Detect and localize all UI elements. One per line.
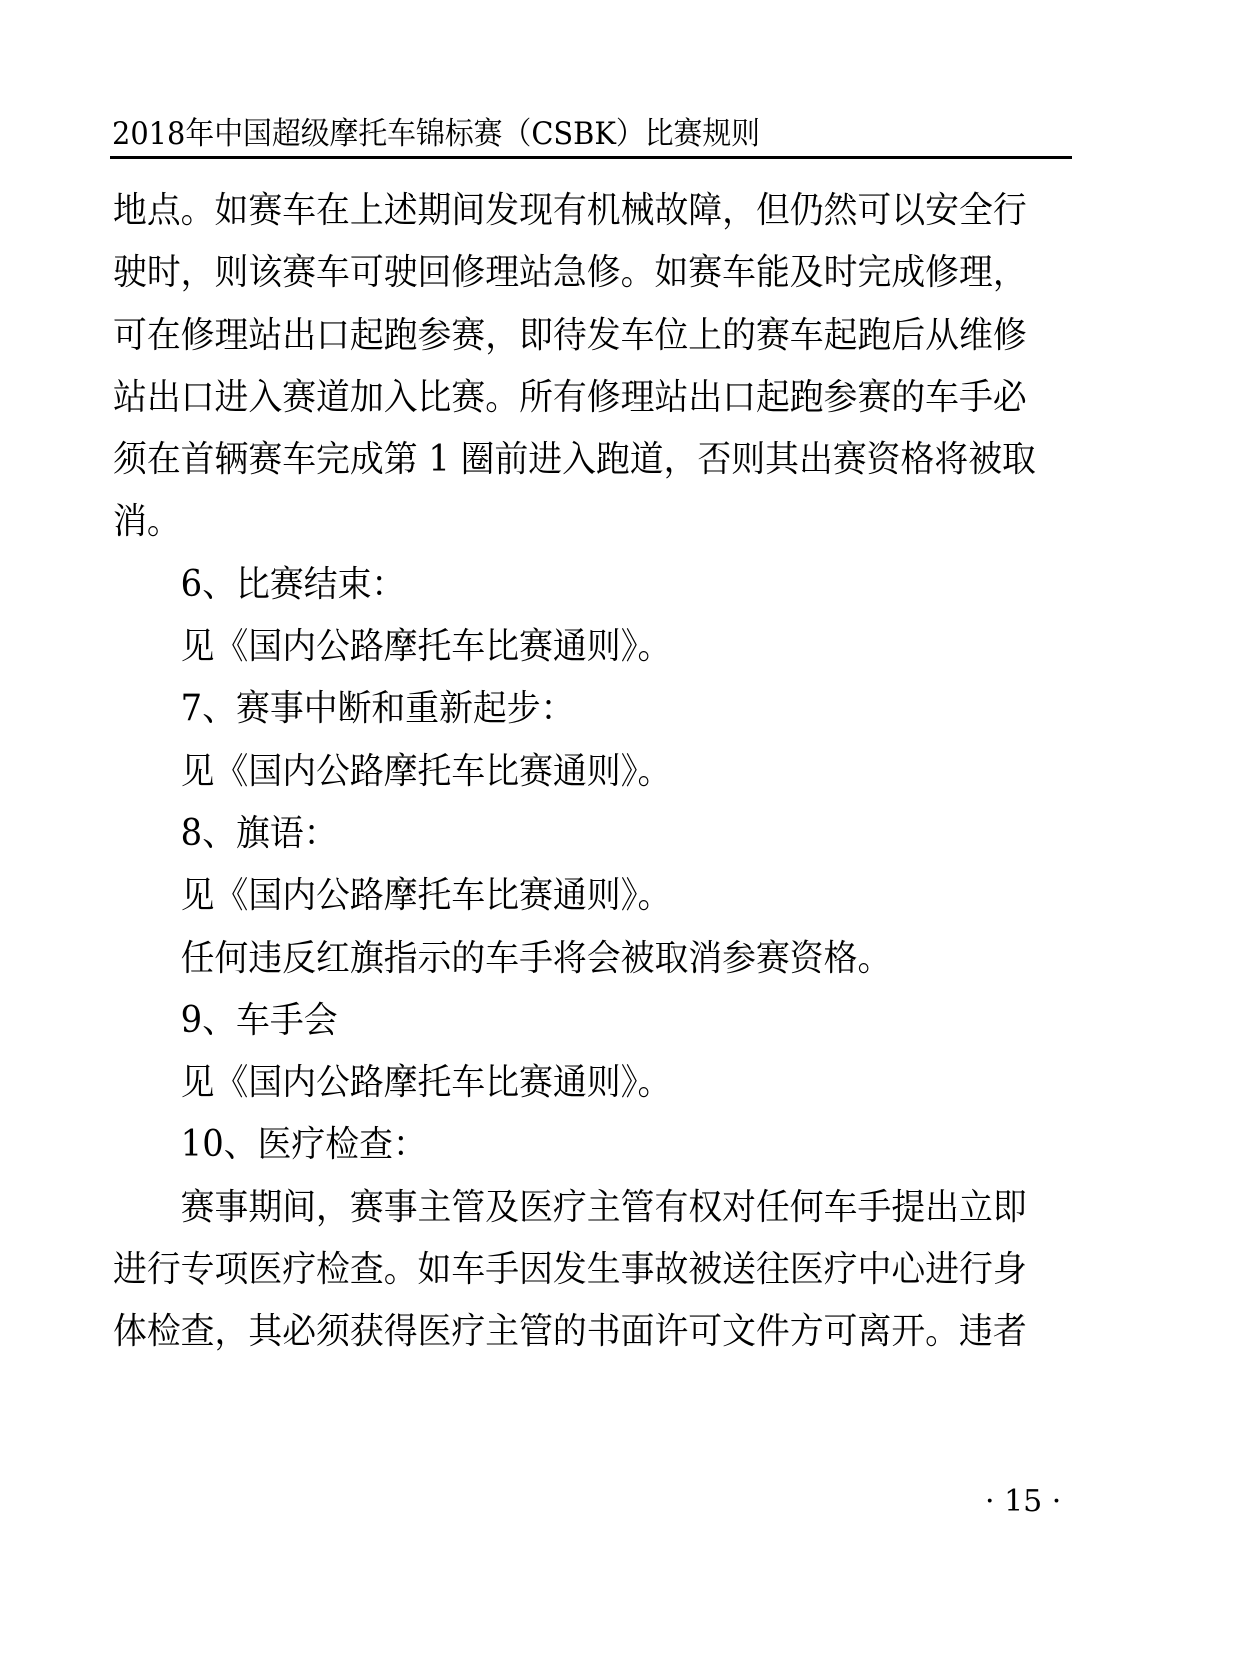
body-text [113,180,1065,1364]
reference-line: 见《国内公路摩托车比赛通则》。 [180,750,672,792]
running-header [110,112,1070,160]
document-title: 2018年中国超级摩托车锦标赛（CSBK）比赛规则 [112,116,761,152]
section-heading-6: 6、比赛结束： [180,563,406,605]
reference-line: 见《国内公路摩托车比赛通则》。 [180,875,672,917]
section-heading-9: 9、车手会 [180,999,338,1041]
header-divider [110,156,1072,159]
text-line: 赛事期间，赛事主管及医疗主管有权对任何车手提出立即 [180,1186,1027,1228]
section-heading-8: 8、旗语： [180,812,338,854]
reference-line: 见《国内公路摩托车比赛通则》。 [180,626,672,668]
text-line: 进行专项医疗检查。如车手因发生事故被送往医疗中心进行身 [113,1249,1027,1291]
text-line: 可在修理站出口起跑参赛，即待发车位上的赛车起跑后从维修 [113,314,1027,356]
section-heading-7: 7、赛事中断和重新起步： [180,688,575,730]
text-line: 须在首辆赛车完成第 1 圈前进入跑道，否则其出赛资格将被取 [113,439,1036,481]
page-number: · 15 · [985,1484,1062,1519]
text-line: 任何违反红旗指示的车手将会被取消参赛资格。 [180,937,892,979]
text-line: 体检查，其必须获得医疗主管的书面许可文件方可离开。违者 [113,1311,1027,1353]
text-line: 地点。如赛车在上述期间发现有机械故障，但仍然可以安全行 [113,190,1027,231]
text-line: 驶时，则该赛车可驶回修理站急修。如赛车能及时完成修理， [113,252,1027,294]
reference-line: 见《国内公路摩托车比赛通则》。 [180,1062,672,1104]
text-line: 消。 [113,501,181,543]
text-line: 站出口进入赛道加入比赛。所有修理站出口起跑参赛的车手必 [113,376,1027,418]
section-heading-10: 10、医疗检查： [180,1124,427,1166]
